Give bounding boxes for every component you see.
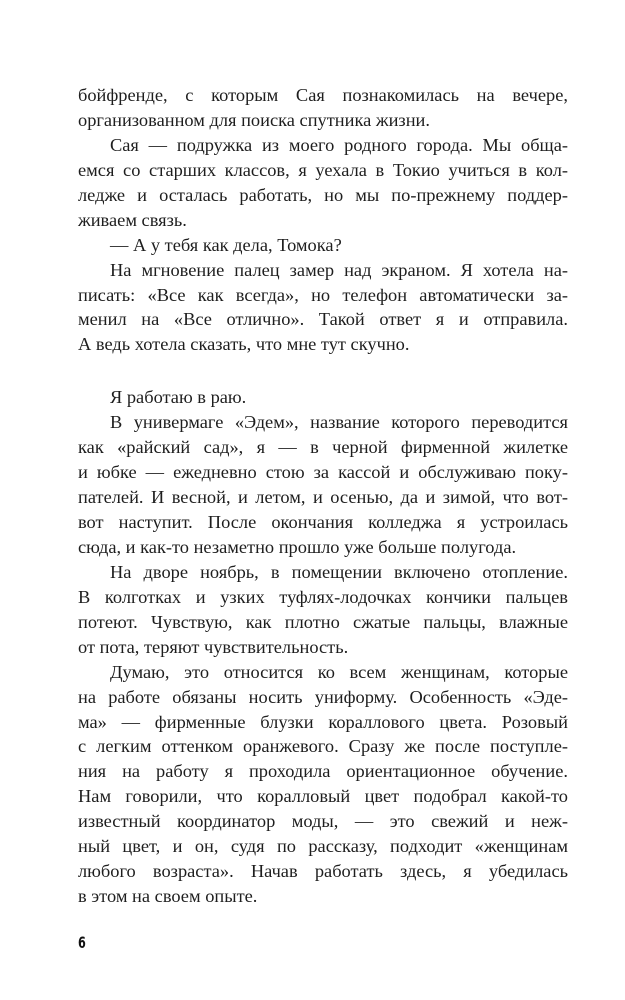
text-line: ния на работу я проходила ориентационное обучение. [78, 761, 568, 782]
text-line: Нам говорили, что коралловый цвет подобрал какой-то [78, 786, 568, 807]
text-line: и юбке — ежедневно стою за кассой и обслуживаю поку- [78, 462, 568, 483]
paragraph [78, 660, 568, 909]
text-line: сюда, и как-то незаметно прошло уже больше полугода. [78, 536, 517, 557]
text-line: вот наступит. После окончания колледжа я устроилась [78, 512, 568, 532]
text-line: любого возраста». Начав работать здесь, я убедилась [78, 861, 568, 882]
page-number: 6 [78, 933, 86, 952]
text-line: организованном для поиска спутника жизни. [78, 109, 430, 130]
text-line: В универмаге «Эдем», название которого переводится [110, 412, 568, 433]
text-line: живаем связь. [78, 209, 187, 230]
text-line: на работе обязаны носить униформу. Особенность «Эде- [78, 686, 568, 707]
text-line: бойфренде, с которым Сая познакомилась на вечере, [78, 85, 568, 105]
text-line: ный цвет, и он, судя по рассказу, подходит «женщинам [78, 836, 568, 857]
paragraph [78, 133, 568, 233]
text-line: На дворе ноябрь, в помещении включено отопление. [110, 561, 568, 582]
text-line: от пота, теряют чувствительность. [78, 636, 349, 657]
paragraph [78, 258, 568, 358]
text-line: в этом на своем опыте. [78, 886, 258, 907]
text-line: — А у тебя как дела, Томока? [110, 234, 342, 255]
text-line: писать: «Все как всегда», но телефон автоматически за- [78, 284, 568, 305]
text-line: емся со старших классов, я уехала в Токио учиться в кол- [78, 159, 568, 180]
text-line: Сая — подружка из моего родного города. Мы обща- [110, 134, 568, 155]
text-line: потеют. Чувствую, как плотно сжатые пальцы, влажные [78, 611, 568, 632]
paragraph [78, 83, 568, 133]
paragraph [78, 233, 568, 258]
paragraph [78, 410, 568, 560]
book-page-text [78, 83, 568, 909]
text-line: менил на «Все отлично». Такой ответ я и отправила. [78, 309, 568, 330]
text-line: На мгновение палец замер над экраном. Я хотела на- [110, 259, 568, 280]
text-line: как «райский сад», я — в черной фирменной жилетке [78, 437, 568, 458]
text-line: известный координатор моды, — это свежий и неж- [78, 811, 568, 832]
text-line: В колготках и узких туфлях-лодочках кончики пальцев [78, 586, 568, 607]
text-line: А ведь хотела сказать, что мне тут скучно. [78, 334, 410, 355]
text-line: Думаю, это относится ко всем женщинам, которые [110, 661, 568, 682]
text-line: ма» — фирменные блузки кораллового цвета. Розовый [78, 711, 568, 732]
text-line: Я работаю в раю. [110, 387, 247, 408]
paragraph [78, 385, 568, 410]
text-line: ледже и осталась работать, но мы по-прежнему поддер- [78, 184, 568, 205]
paragraph [78, 560, 568, 660]
text-line: с легким оттенком оранжевого. Сразу же после поступле- [78, 736, 568, 757]
text-line: пателей. И весной, и летом, и осенью, да и зимой, что вот- [78, 487, 568, 508]
